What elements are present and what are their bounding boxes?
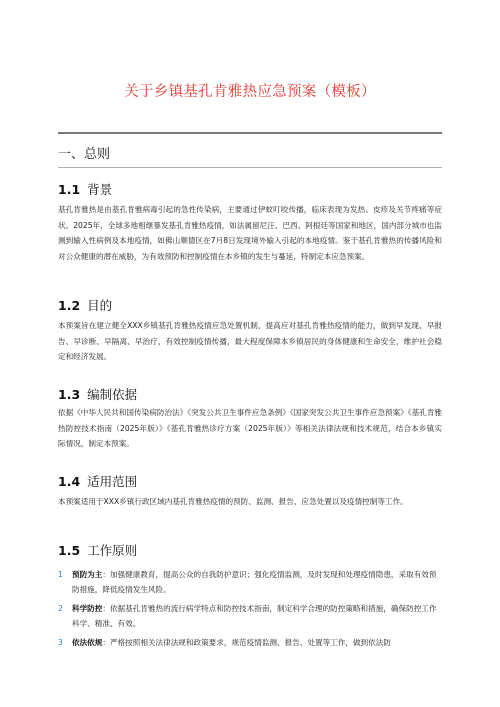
list-term: 预防为主	[72, 570, 103, 579]
heading-principles	[58, 541, 137, 559]
list-text: ：加强健康教育，提高公众的自我防护意识；强化疫情监测，及时发现和处理疫情隐患，采取有效预防措施，降低疫情发生风险。	[72, 570, 437, 595]
paragraph-basis: 依据《中华人民共和国传染病防治法》《突发公共卫生事件应急条例》《国家突发公共卫生事件应急预案》《基孔肯雅热防控技术指南（2025年版）》《基孔肯雅热诊疗方案（2025年版）》等相关法律法规和技术规范，结合本乡镇实际情况，制定本预案。	[58, 408, 442, 449]
section-divider	[58, 167, 442, 168]
list-text: ：严格按照相关法律法规和政策要求，规范疫情监测、报告、处置等工作，做到依法防	[102, 637, 391, 647]
heading-purpose	[58, 296, 112, 314]
list-item	[58, 601, 442, 632]
heading-text: 适用范围	[87, 474, 138, 489]
list-term: 科学防控	[72, 603, 103, 613]
heading-scope	[58, 472, 137, 490]
heading-number: 1.3	[58, 387, 81, 402]
heading-background	[58, 180, 112, 198]
paragraph-background: 基孔肯雅热是由基孔肯雅病毒引起的急性传染病，主要通过伊蚊叮咬传播，临床表现为发热、皮疹及关节疼痛等症状。2025年，全球多地相继暴发基孔肯雅热疫情，如法属留尼汪、巴西、阿根廷等国家和地区，国内部分城市也监测到输入性病例及本地疫情，如佛山顺德区在7月8日发现境外输入引起的本地疫情。鉴于基孔肯雅热的传播风险和对公众健康的潜在威胁，为有效预防和控制疫情在本乡镇的发生与蔓延，特制定本应急预案。	[58, 205, 442, 261]
list-number: 2	[58, 603, 63, 613]
list-number: 1	[58, 570, 63, 579]
list-number: 3	[58, 637, 63, 647]
heading-number: 1.2	[58, 298, 81, 313]
heading-text: 编制依据	[87, 387, 138, 402]
list-item	[58, 635, 442, 650]
document-title: 关于乡镇基孔肯雅热应急预案（模板）	[124, 84, 376, 100]
list-term: 依法依规	[72, 637, 103, 647]
paragraph-purpose: 本预案旨在建立健全XXX乡镇基孔肯雅热疫情应急处置机制，提高应对基孔肯雅热疫情的能力，做到早发现、早报告、早诊断、早隔离、早治疗，有效控制疫情传播，最大程度保障本乡镇居民的身体健康和生命安全，维护社会稳定和经济发展。	[58, 321, 442, 362]
heading-text: 背景	[87, 182, 113, 197]
principles-list	[58, 567, 442, 650]
title-divider	[58, 132, 442, 134]
heading-text: 目的	[87, 298, 113, 313]
section-heading-general: 一、总则	[58, 147, 111, 162]
heading-number: 1.1	[58, 182, 81, 197]
paragraph-scope: 本预案适用于XXX乡镇行政区域内基孔肯雅热疫情的预防、监测、报告、应急处置以及疫情控制等工作。	[58, 497, 408, 506]
list-item	[58, 567, 442, 598]
heading-basis	[58, 385, 137, 403]
list-text: ：依据基孔肯雅热的流行病学特点和防控技术指南，制定科学合理的防控策略和措施，确保防控工作科学、精准、有效。	[72, 603, 437, 629]
heading-number: 1.5	[58, 543, 81, 558]
heading-text: 工作原则	[87, 543, 138, 558]
heading-number: 1.4	[58, 474, 81, 489]
